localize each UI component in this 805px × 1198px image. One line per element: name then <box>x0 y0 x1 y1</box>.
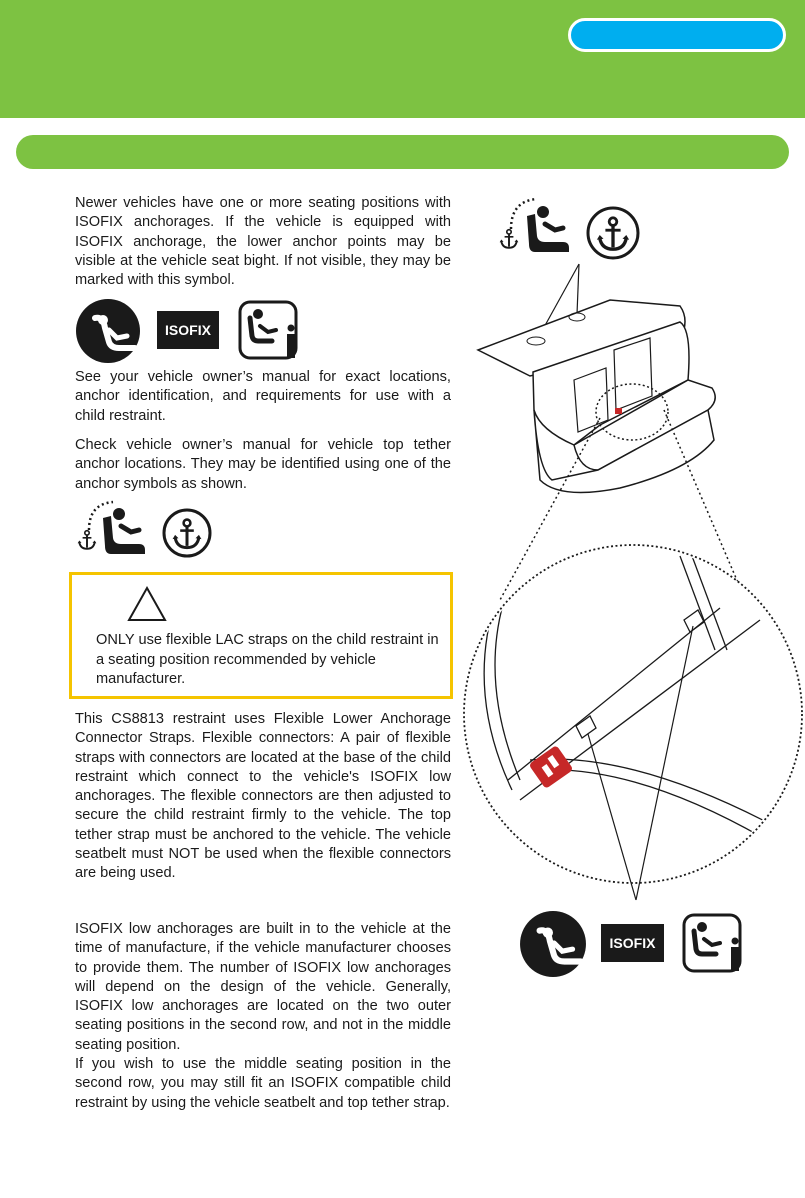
child-seat-info-icon-right <box>682 912 744 974</box>
child-seat-info-icon <box>238 300 300 360</box>
isofix-label-right: ISOFIX <box>601 924 664 962</box>
anchor-circle-icon <box>162 508 212 558</box>
flexible-connectors-paragraph: This CS8813 restraint uses Flexible Lower Anchorage Connector Straps. Flexible connectors: A pair of flexible straps with connectors are located at the base of the child restraint which connect to the vehicle's ISOFIX low anchorages. The flexible connectors are then adjusted to secure the child restraint firmly to the vehicle. The top tether strap must be anchored to the vehicle. The vehicle seatbelt must NOT be used when the flexible connectors are being used. <box>75 711 451 882</box>
warning-triangle-icon <box>126 585 168 623</box>
warning-box <box>69 572 453 699</box>
child-seat-circle-icon <box>75 298 141 364</box>
middle-seat-paragraph: If you wish to use the middle seating position in the second row, you may still fit an ISOFIX compatible child restraint by using the vehicle seatbelt and top tether strap. <box>75 1056 451 1111</box>
section-title-bar <box>16 135 789 169</box>
intro-paragraph: Newer vehicles have one or more seating positions with ISOFIX anchorages. If the vehicle is equipped with ISOFIX anchorage, the lower anchor points may be visible at the vehicle seat bight. If not visible, they may be marked with this symbol. <box>75 195 451 289</box>
tether-seat-icon-right <box>497 197 573 255</box>
manual-note-paragraph: See your vehicle owner’s manual for exact locations, anchor identification, and requirements for use with a child restraint. <box>75 369 451 424</box>
anchor-circle-icon-right <box>585 205 641 261</box>
vehicle-seat-illustration <box>460 258 805 1198</box>
low-anchorages-paragraph: ISOFIX low anchorages are built in to the vehicle at the time of manufacture, if the vehicle manufacturer chooses to provide them. The number of ISOFIX low anchorages will depend on the design of the vehicle. Generally, ISOFIX low anchorages are located on the two outer seating positions in the second row, and not in the middle seating position. <box>75 921 451 1053</box>
tether-note-paragraph: Check vehicle owner’s manual for vehicle top tether anchor locations. They may be identified using one of the anchor symbols as shown. <box>75 437 451 492</box>
isofix-label: ISOFIX <box>157 311 219 349</box>
warning-text: ONLY use flexible LAC straps on the child restraint in a seating position recommended by vehicle manufacturer. <box>96 632 439 687</box>
header-pill <box>568 18 786 52</box>
child-seat-circle-icon-right <box>519 910 587 978</box>
tether-seat-icon <box>75 500 147 556</box>
